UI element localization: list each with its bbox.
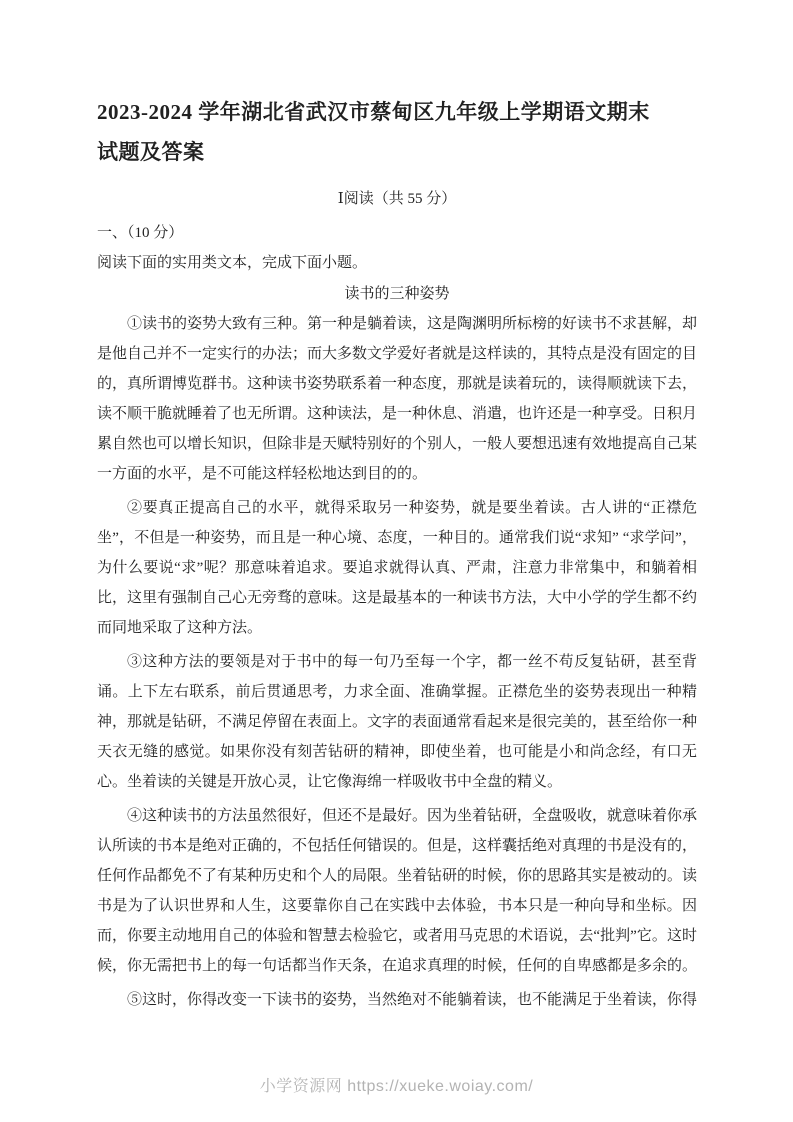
question-instruction: 阅读下面的实用类文本，完成下面小题。 — [97, 255, 368, 271]
document-title: 2023-2024 学年湖北省武汉市蔡甸区九年级上学期语文期末试题及答案 — [97, 100, 650, 164]
essay-paragraph-4: ④这种读书的方法虽然很好，但还不是最好。因为坐着钻研，全盘吸收，就意味着你承认所读的书本是绝对正确的，不包括任何错误的。但是，这样囊括绝对真理的书是没有的，任何作品都免不了有某种历史和个人的局限。坐着钻研的时候，你的思路其实是被动的。读书是为了认识世界和人生，这要靠你自己在实践中去体验，书本只是一种向导和坐标。因而，你要主动地用自己的体验和智慧去检验它，或者用马克思的术语说，去“批判”它。这时候，你无需把书上的每一句话都当作天条，在追求真理的时候，任何的自卑感都是多余的。 — [97, 808, 698, 974]
essay-paragraph-3: ③这种方法的要领是对于书中的每一句乃至每一个字，都一丝不苟反复钻研，甚至背诵。上下左右联系，前后贯通思考，力求全面、准确掌握。正襟危坐的姿势表现出一种精神，那就是钻研，不满足停留在表面上。文字的表面通常看起来是很完美的，甚至给你一种天衣无缝的感觉。如果你没有刻苦钻研的精神，即使坐着，也可能是小和尚念经，有口无心。坐着读的关键是开放心灵，让它像海绵一样吸收书中全盘的精义。 — [97, 654, 698, 790]
question-number-header: 一、（10 分） — [97, 225, 184, 241]
section-heading-reading: Ⅰ阅读（共 55 分） — [337, 191, 457, 207]
essay-paragraph-2: ②要真正提高自己的水平，就得采取另一种姿势，就是要坐着读。古人讲的“正襟危坐”，不但是一种姿势，而且是一种心境、态度，一种目的。通常我们说“求知” “求学问”，为什么要说“求”呢？那意味着追求。要追求就得认真、严肃，注意力非常集中，和躺着相比，这里有强制自己心无旁骛的意味。这是最基本的一种读书方法，大中小学的学生都不约而同地采取了这种方法。 — [97, 500, 698, 636]
essay-paragraph-1: ①读书的姿势大致有三种。第一种是躺着读，这是陶渊明所标榜的好读书不求甚解，却是他自己并不一定实行的办法；而大多数文学爱好者就是这样读的，其特点是没有固定的目的，真所谓博览群书。这种读书姿势联系着一种态度，那就是读着玩的，读得顺就读下去，读不顺干脆就睡着了也无所谓。这种读法，是一种休息、消遣，也许还是一种享受。日积月累自然也可以增长知识，但除非是天赋特别好的个别人，一般人要想迅速有效地提高自己某一方面的水平，是不可能这样轻松地达到目的的。 — [97, 316, 698, 482]
essay-body — [97, 309, 697, 1015]
footer-watermark: 小学资源网 https://xueke.woiay.com/ — [259, 1078, 534, 1095]
essay-title: 读书的三种姿势 — [344, 286, 450, 302]
essay-paragraph-5: ⑤这时，你得改变一下读书的姿势，当然绝对不能躺着读，也不能满足于坐着读，你得 — [127, 992, 698, 1008]
